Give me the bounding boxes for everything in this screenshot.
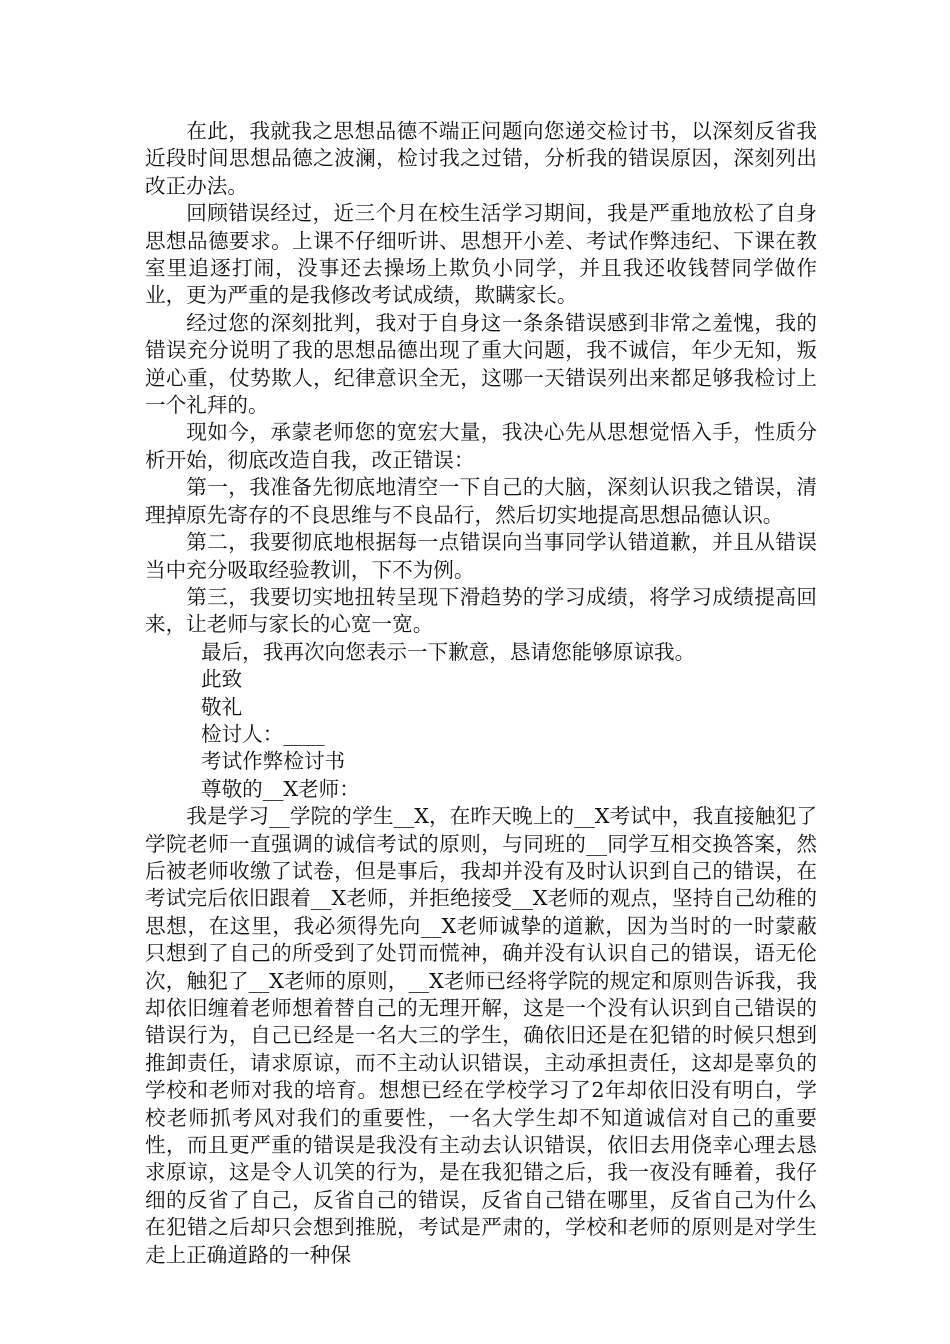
paragraph-review: 回顾错误经过，近三个月在校生活学习期间，我是严重地放松了自身思想品德要求。上课不仔细听讲、思想开小差、考试作弊违纪、下课在教室里追逐打闹，没事还去操场上欺负小同学，并且我还收钱替同学做作业，更为严重的是我修改考试成绩，欺瞒家长。 xyxy=(145,201,817,308)
document-page xyxy=(145,118,817,1269)
signature-line: 检讨人：____ xyxy=(201,721,325,746)
closing-salutation: 此致 xyxy=(201,667,243,692)
paragraph-criticism: 经过您的深刻批判，我对于自身这一条条错误感到非常之羞愧，我的错误充分说明了我的思想品德出现了重大问题，我不诚信，年少无知，叛逆心重，仗势欺人，纪律意识全无，这哪一天错误列出来都足够我检讨上一个礼拜的。 xyxy=(145,310,817,418)
paragraph-second-step: 第二，我要彻底地根据每一点错误向当事同学认错道歉，并且从错误当中充分吸取经验教训，下不为例。 xyxy=(145,530,817,582)
paragraph-apology: 最后，我再次向您表示一下歉意，恳请您能够原谅我。 xyxy=(201,639,696,664)
paragraph-intro: 在此，我就我之思想品德不端正问题向您递交检讨书，以深刻反省我近段时间思想品德之波澜，检讨我之过错，分析我的错误原因，深刻列出改正办法。 xyxy=(145,119,817,198)
closing-regards: 敬礼 xyxy=(201,694,243,719)
paragraph-first-step: 第一，我准备先彻底地清空一下自己的大脑，深刻认识我之错误，清理掉原先寄存的不良思维与不良品行，然后切实地提高思想品德认识。 xyxy=(145,475,817,527)
paragraph-exam-cheating: 我是学习__学院的学生__X，在昨天晚上的__X考试中，我直接触犯了学院老师一直强调的诚信考试的原则，与同班的__同学互相交换答案，然后被老师收缴了试卷，但是事后，我却并没有及时认识到自己的错误，在考试完后依旧跟着__X老师，并拒绝接受__X老师的观点，坚持自己幼稚的思想，在这里，我必须得先向__X老师诚挚的道歉，因为当时的一时蒙蔽只想到了自己的所受到了处罚而慌神，确并没有认识自己的错误，语无伦次，触犯了__X老师的原则，__X老师已经将学院的规定和原则告诉我，我却依旧缠着老师想着替自己的无理开解，这是一个没有认识到自己错误的错误行为，自己已经是一名大三的学生，确依旧还是在犯错的时候只想到推卸责任，请求原谅，而不主动认识错误，主动承担责任，这却是辜负的学校和老师对我的培育。想想已经在学校学习了2年却依旧没有明白，学校老师抓考风对我们的重要性，一名大学生却不知道诚信对自己的重要性，而且更严重的错误是我没有主动去认识错误，依旧去用侥幸心理去恳求原谅，这是令人讥笑的行为，是在我犯错之后，我一夜没有睡着，我仔细的反省了自己，反省自己的错误，反省自己错在哪里，反省自己为什么在犯错之后却只会想到推脱，考试是严肃的，学校和老师的原则是对学生走上正确道路的一种保 xyxy=(145,804,817,1267)
section-title: 考试作弊检讨书 xyxy=(201,749,346,774)
paragraph-third-step: 第三，我要切实地扭转呈现下滑趋势的学习成绩，将学习成绩提高回来，让老师与家长的心宽一宽。 xyxy=(145,584,817,637)
paragraph-resolve: 现如今，承蒙老师您的宽宏大量，我决心先从思想觉悟入手，性质分析开始，彻底改造自我，改正错误： xyxy=(145,420,817,472)
letter-greeting: 尊敬的__X老师： xyxy=(201,776,360,801)
